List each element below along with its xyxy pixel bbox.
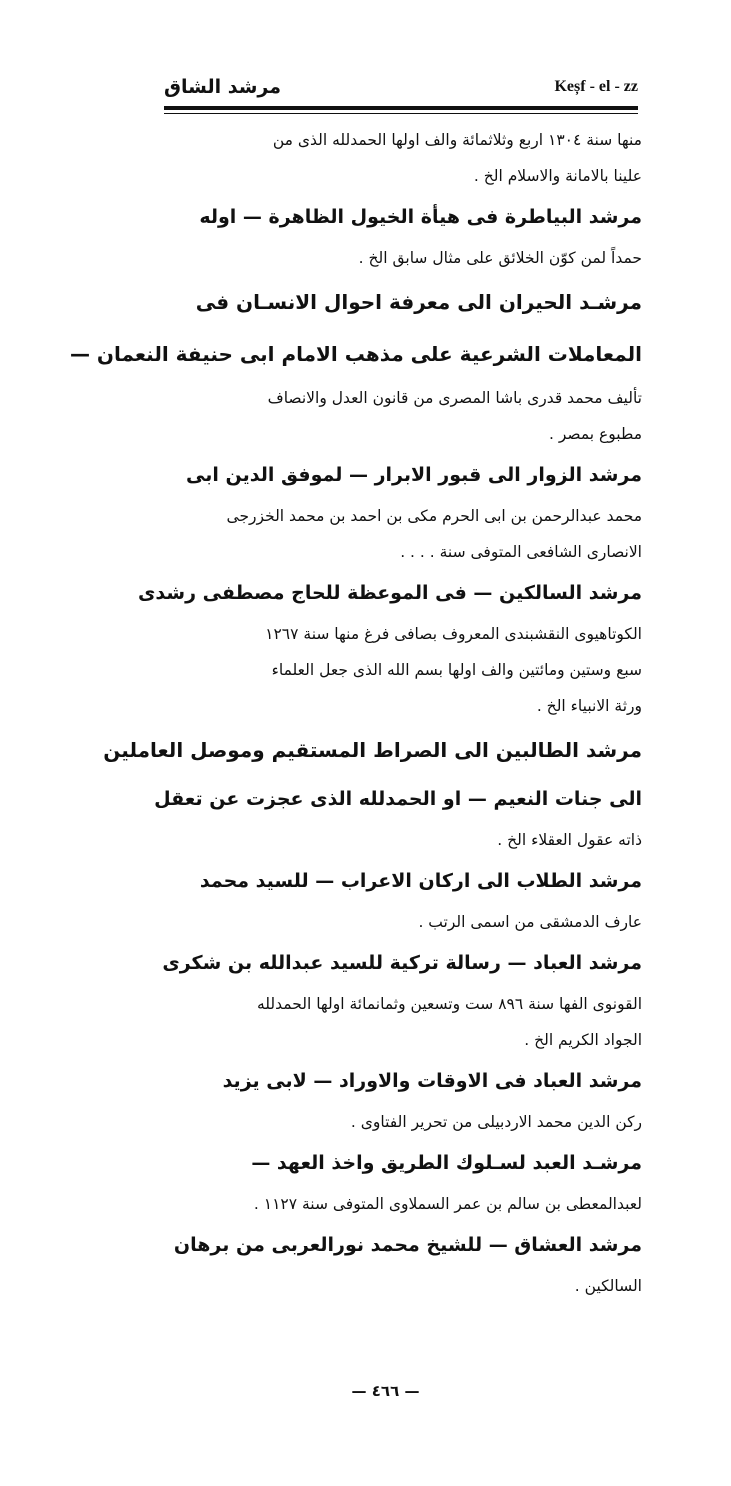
entry-text-line: سبع وستين ومائتين والف اولها بسم الله الذى جعل العلماء <box>271 661 642 679</box>
running-head <box>164 74 638 104</box>
entry-heading-line: مرشـد الحيران الى معرفة احوال الانسـان فى <box>195 290 642 314</box>
entry-text-line: منها سنة ١٣٠٤ اربع وثلاثمائة والف اولها الحمدلله الذى من <box>272 131 642 149</box>
entry-heading-line: مرشد السالكين — فى الموعظة للحاج مصطفى رشدى <box>138 582 642 604</box>
catalogue-entries <box>69 122 642 1304</box>
page-number: — ٤٦٦ — <box>351 1382 420 1400</box>
entry-heading-line: مرشد العباد فى الاوقات والاوراد — لابى يزيد <box>222 1070 642 1092</box>
entry-heading-line: مرشد العشاق — للشيخ محمد نورالعربى من برهان <box>173 1234 642 1256</box>
entry-text-line: حمداً لمن كوّن الخلائق على مثال سابق الخ . <box>358 249 642 267</box>
entry-text-line: القونوى الفها سنة ٨٩٦ ست وتسعين وثمانمائة اولها الحمدلله <box>256 995 642 1013</box>
entry-heading-line: مرشد الطالبين الى الصراط المستقيم وموصل العاملين <box>103 738 642 762</box>
entry-heading-line: مرشد العباد — رسالة تركية للسيد عبدالله بن شكرى <box>162 952 642 974</box>
entry-heading-line: مرشد البياطرة فى هيأة الخيول الظاهرة — اوله <box>199 206 642 228</box>
entry-text-line: ركن الدين محمد الاردبيلى من تحرير الفتاوى . <box>350 1113 642 1131</box>
entry-text-line: علينا بالامانة والاسلام الخ . <box>473 167 642 185</box>
entry-text-line: ورثة الانبياء الخ . <box>536 697 642 715</box>
entry-heading-line: مرشد الطلاب الى اركان الاعراب — للسيد محمد <box>199 870 642 892</box>
entry-text-line: لعبدالمعطى بن سالم بن عمر السملاوى المتوفى سنة ١١٢٧ . <box>253 1195 642 1213</box>
entry-text-line: ذاته عقول العقلاء الخ . <box>497 831 642 849</box>
running-title-arabic: مرشد الشاق <box>164 76 281 98</box>
entry-text-line: تأليف محمد قدرى باشا المصرى من قانون العدل والانصاف <box>267 389 642 407</box>
entry-heading-line: الى جنات النعيم — او الحمدلله الذى عجزت عن تعقل <box>154 788 642 810</box>
entry-text-line: الكوتاهيوى النقشبندى المعروف بصافى فرغ منها سنة ١٢٦٧ <box>265 625 642 643</box>
header-rule-thick <box>164 106 638 110</box>
entry-text-line: محمد عبدالرحمن بن ابى الحرم مكى بن احمد بن محمد الخزرجى <box>226 507 642 525</box>
entry-heading-line: مرشـد العبد لسـلوك الطريق واخذ العهد — <box>251 1152 642 1174</box>
entry-text-line: السالكين . <box>574 1277 642 1295</box>
entry-text-line: مطبوع بمصر . <box>549 425 642 443</box>
running-title-latin: Keșf - el - zz <box>554 78 638 95</box>
entry-text-line: عارف الدمشقى من اسمى الرتب . <box>418 913 642 931</box>
entry-heading-line: المعاملات الشرعية على مذهب الامام ابى حنيفة النعمان — <box>69 342 642 366</box>
entry-text-line: الجواد الكريم الخ . <box>524 1031 642 1049</box>
header-rule-thin <box>164 113 638 114</box>
entry-text-line: الانصارى الشافعى المتوفى سنة . . . . <box>400 543 642 561</box>
entry-heading-line: مرشد الزوار الى قبور الابرار — لموفق الدين ابى <box>186 464 642 486</box>
